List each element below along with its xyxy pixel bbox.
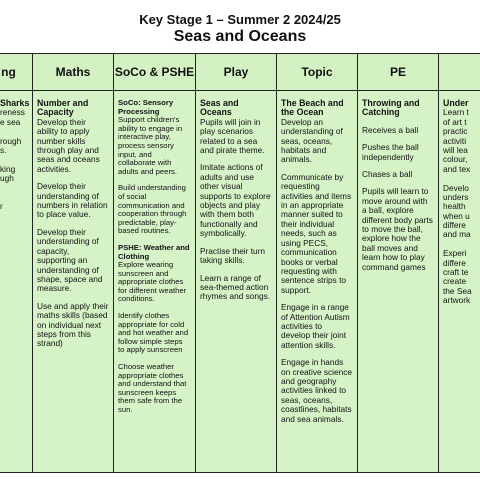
- cell-paragraph: Imitate actions of adults and use other visual supports to explore objects and play with them both functionally and symbolically.: [200, 162, 271, 239]
- cell-fragment-line: Learn t: [443, 107, 469, 118]
- column-header-pe: [358, 54, 439, 91]
- column-header-label: SoCo & PSHE: [114, 64, 195, 79]
- cell-paragraph: Chases a ball: [362, 169, 413, 180]
- cell-paragraph: Explore wearing sunscreen and appropriate clothes for different weather conditions.: [118, 260, 187, 304]
- cell-fragment-line: r: [0, 201, 3, 212]
- document-title-block: [0, 0, 480, 52]
- cell-fragment-line: [0, 184, 28, 193]
- cell-paragraph: Use and apply their maths skills (based on individual next steps from this strand): [37, 300, 109, 349]
- column-header-label: PE: [389, 64, 406, 79]
- column-header-label: Maths: [55, 64, 91, 79]
- cell-fragment-line: and ma: [443, 229, 471, 240]
- cell-fragment-line: reness: [0, 107, 25, 118]
- cell-fragment-line: of art t: [443, 116, 467, 127]
- cell-fragment-line: colour,: [443, 154, 468, 165]
- document-subtitle: Key Stage 1 – Summer 2 2024/25: [139, 12, 341, 27]
- cell-fragment-line: and tex: [443, 163, 471, 174]
- curriculum-table: [0, 53, 480, 473]
- cell-fragment-line: when u: [443, 210, 470, 221]
- document-title: Seas and Oceans: [173, 28, 307, 45]
- column-header-soco-pshe: [114, 54, 196, 91]
- cell-paragraph: Support children's ability to engage in interactive play, process sensory input, and collaborate with adults and peers.: [118, 115, 183, 176]
- cell-paragraph: Build understanding of social communication and cooperation through predictable, play-based routines.: [118, 183, 187, 236]
- cell-fragment-line: rough: [0, 135, 22, 146]
- cell-paragraph: Develop an understanding of seas, oceans, habitats and animals.: [281, 116, 343, 165]
- cell-fragment-line: Experi: [443, 248, 467, 259]
- cell-heading: Sharks: [0, 98, 30, 108]
- cell-fragment-line: the Sea: [443, 285, 472, 296]
- cell-fragment-line: differe: [443, 257, 466, 268]
- cell-fragment-line: artwork: [443, 295, 471, 306]
- cell-paragraph: Engage in a range of Attention Autism activities to develop their joint attention skills.: [281, 302, 350, 350]
- cell-paragraph: Engage in hands on creative science and geography activities linked to seas, oceans, coastlines, habitats and sea animals.: [281, 357, 353, 424]
- cell-fragment-line: ugh: [0, 173, 14, 184]
- cell-heading: Seas and Oceans: [200, 98, 239, 118]
- column-header-art: [439, 54, 480, 91]
- cell-fragment-line: differe: [443, 220, 466, 231]
- cell-fragment-line: activiti: [443, 135, 467, 146]
- cell-paragraph: Practise their turn taking skills.: [200, 245, 266, 266]
- cell-paragraph: Identify clothes appropriate for cold and hot weather and follow simple steps to apply sunscreen: [118, 311, 189, 355]
- cell-fragment-line: [0, 193, 28, 202]
- cell-heading: PSHE: Weather and Clothing: [118, 242, 190, 261]
- cell-paragraph: Pushes the ball independently: [362, 142, 419, 162]
- cell-fragment-list: [0, 108, 28, 211]
- cell-paragraph: Choose weather appropriate clothes and understand that sunscreen keeps them safe from the sun.: [118, 362, 187, 414]
- column-header-label: Play: [223, 64, 249, 79]
- cell-paragraph: Pupils will learn to move around with a ball, explore different body parts to move the ball, explore how the ball moves and learn how to play command games: [362, 186, 433, 272]
- cell-maths: [33, 91, 114, 473]
- cell-paragraph: Develop their understanding of capacity, supporting an understanding of shape, space and measure.: [37, 226, 103, 294]
- cell-paragraph: Learn a range of sea-themed action rhymes and songs.: [200, 272, 271, 302]
- cell-fragment-line: will lea: [443, 144, 468, 155]
- cell-heading: Under: [443, 98, 469, 108]
- column-header-maths: [33, 54, 114, 91]
- column-header-topic: [277, 54, 358, 91]
- cell-soco-pshe: [114, 91, 196, 473]
- cell-fragment-line: Develo: [443, 182, 469, 193]
- cell-paragraph: Communicate by requesting activities and items in an appropriate manner suited to their individual needs, such as using PECS, communication books or verbal requesting with sentence strips to support.: [281, 171, 352, 295]
- column-header-label: Topic: [301, 64, 333, 79]
- column-header-label: ng: [1, 64, 16, 79]
- cell-paragraph: Develop their ability to apply number skills through play and seas and oceans activities.: [37, 116, 100, 174]
- cell-art: [439, 91, 480, 473]
- cell-play: [196, 91, 277, 473]
- cell-fragment-line: unders: [443, 191, 469, 202]
- column-header-english: [0, 54, 33, 91]
- cell-fragment-line: s.: [0, 144, 7, 155]
- cell-paragraph: Pupils will join in play scenarios related to a sea and pirate theme.: [200, 116, 265, 156]
- cell-heading: Number and Capacity: [37, 98, 89, 118]
- cell-english: [0, 91, 33, 473]
- cell-fragment-line: practic: [443, 126, 468, 137]
- cell-topic: [277, 91, 358, 473]
- cell-paragraph: Receives a ball: [362, 124, 419, 135]
- cell-heading: Throwing and Catching: [362, 98, 420, 118]
- cell-heading: SoCo: Sensory Processing: [118, 98, 174, 116]
- cell-pe: [358, 91, 439, 473]
- cell-fragment-line: create: [443, 276, 467, 287]
- cell-fragment-line: craft te: [443, 267, 469, 278]
- cell-fragment-line: e sea: [0, 116, 21, 127]
- cell-heading: The Beach and the Ocean: [281, 98, 344, 118]
- cell-fragment-line: health: [443, 201, 466, 212]
- column-header-play: [196, 54, 277, 91]
- cell-paragraph: Develop their understanding of numbers in relation to place value.: [37, 181, 108, 220]
- cell-fragment-line: king: [0, 163, 16, 174]
- cell-fragment-list: [443, 108, 480, 305]
